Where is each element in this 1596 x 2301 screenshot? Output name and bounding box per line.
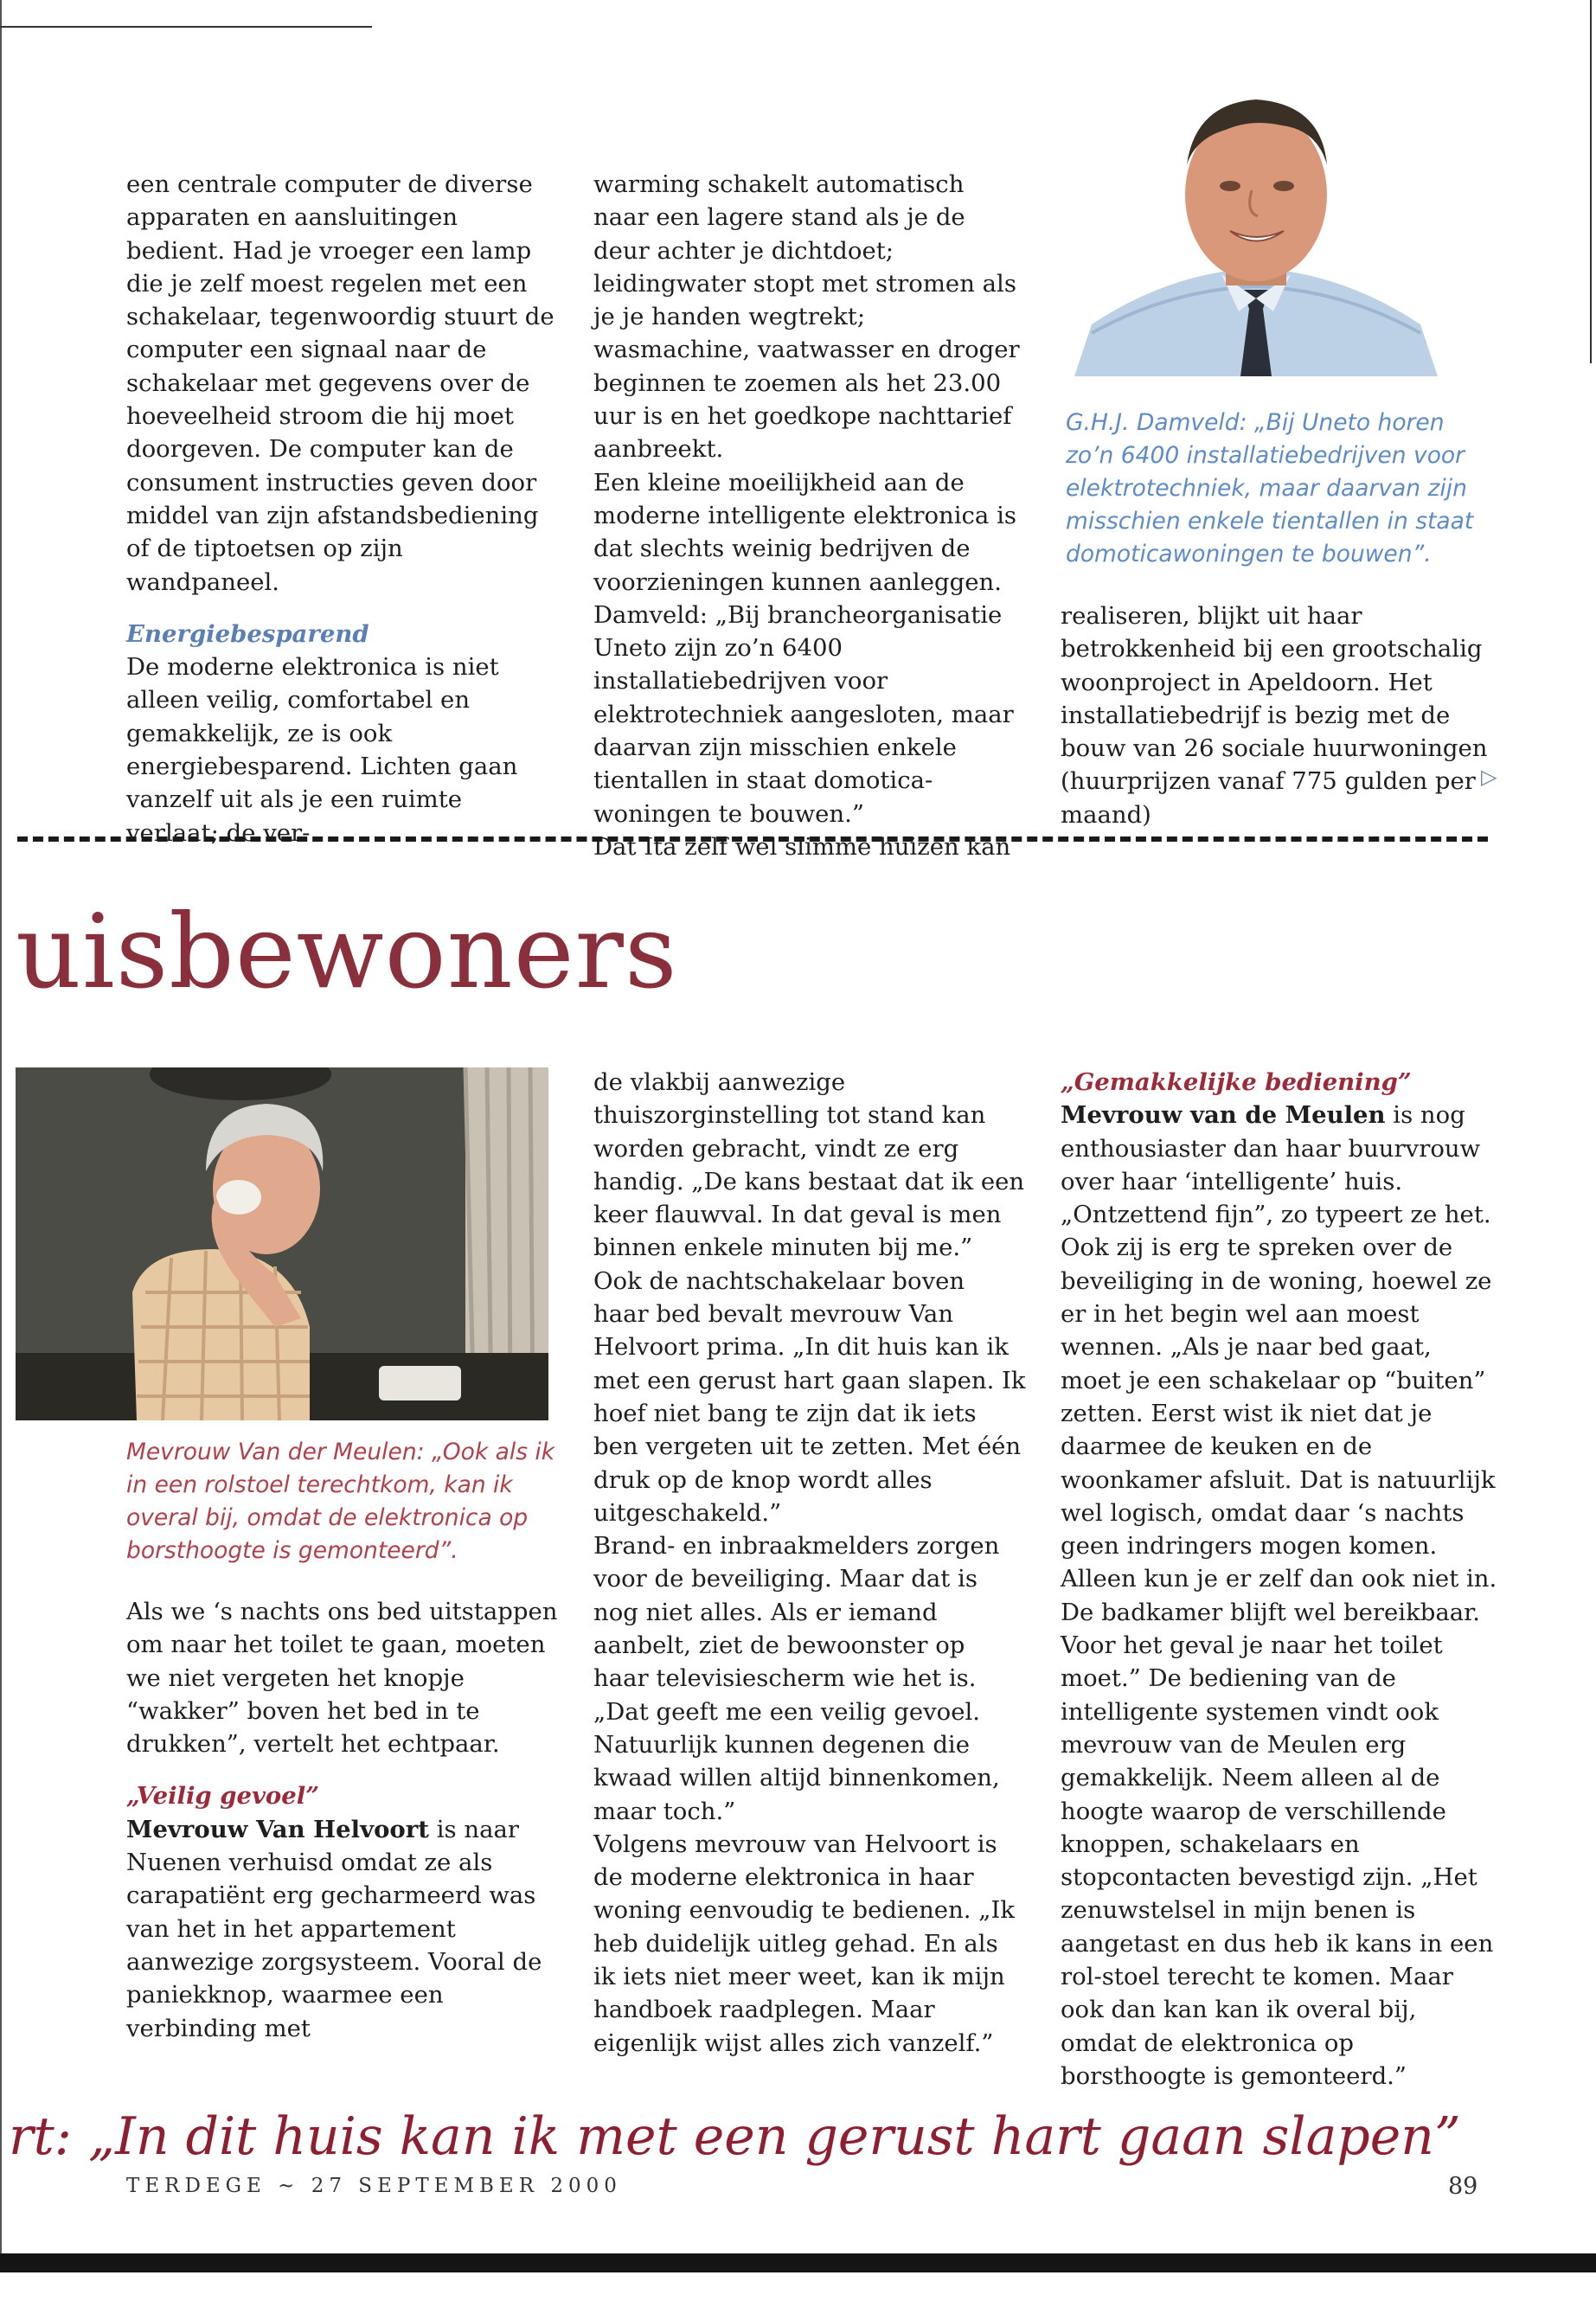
right-margin-rule (1590, 0, 1592, 363)
section-title: uisbewoners (16, 892, 678, 1011)
paragraph: Dat Ita zelf wel slimme huizen kan (593, 832, 1011, 861)
page-number: 89 (1448, 2173, 1478, 2200)
photo-caption: Mevrouw Van der Meulen: „Ook als ik in een rolstoel terechtkom, kan ik overal bij, omdat de elektronica op borsthoogte is gemonteerd”. (126, 1439, 555, 1564)
paragraph: Ook de nachtschakelaar boven haar bed bevalt mevrouw Van Helvoort prima. „In dit huis kan ik met een gerust hart gaan slapen. Ik hoef niet bang te zijn dat ik iets ben vergeten uit te zetten. Met één druk op de knop wordt alles uitgeschakeld.” (593, 1266, 1026, 1527)
subheading-gemakkelijke-bediening: „Gemakkelijke bediening” (1061, 1068, 1412, 1096)
upper-column-3 (1061, 599, 1493, 831)
top-rule (0, 26, 372, 28)
lower-column-3 (1061, 1066, 1497, 2093)
bottom-bar (0, 2253, 1596, 2272)
upper-column-1 (126, 168, 559, 849)
paragraph (126, 1813, 559, 2045)
paragraph (1061, 1099, 1497, 2093)
paragraph: Een kleine moeilijkheid aan de moderne intelligente elektronica is dat slechts weinig bedrijven de voorzieningen kunnen aanleggen. Damveld: „Bij brancheorganisatie Uneto zijn zo’n 6400 installatiebedrijven voor elektrotechniek aangesloten, maar daarvan zijn misschien enkele tientallen in staat domotica-woningen te bouwen.” (593, 468, 1016, 828)
paragraph: Volgens mevrouw van Helvoort is de moderne elektronica in haar woning eenvoudig te bedienen. „Ik heb duidelijk uitleg gehad. En als ik iets niet meer weet, kan ik mijn handboek raadplegen. Maar eigenlijk wijst alles zich vanzelf.” (593, 1830, 1016, 2057)
lower-column-2 (593, 1066, 1026, 2060)
lower-column-1 (126, 1595, 559, 2045)
portrait-caption: G.H.J. Damveld: „Bij Uneto horen zo’n 6400 installatiebedrijven voor elektrotechniek, maar daarvan zijn misschien enkele tientallen in staat domoticawoningen te bouwen”. (1066, 409, 1474, 567)
paragraph: een centrale computer de diverse apparaten en aansluitingen bedient. Had je vroeger een lamp die je zelf moest regelen met een schakelaar, tegenwoordig stuurt de computer een signaal naar de schakelaar met gegevens over de hoeveelheid stroom die hij moet doorgeven. De computer kan de consument instructies geven door middel van zijn afstandsbediening of de tiptoetsen op zijn wandpaneel. (126, 170, 554, 596)
paragraph: de vlakbij aanwezige thuiszorginstelling tot stand kan worden gebracht, vindt ze erg handig. „De kans bestaat dat ik een keer flauwval. In dat geval is men binnen enkele minuten bij me.” (593, 1068, 1025, 1262)
veilig-name: Mevrouw Van Helvoort (126, 1815, 429, 1843)
continue-arrow-icon: ▷ (1481, 765, 1497, 789)
paragraph: warming schakelt automatisch naar een lagere stand als je de deur achter je dichtdoet; leidingwater stopt met stromen als je je handen wegtrekt; wasmachine, vaatwasser en droger beginnen te zoemen als het 23.00 uur is en het goedkope nachttarief aanbreekt. (593, 170, 1020, 464)
left-margin-rule (0, 0, 2, 2258)
woman-phone-illustration (16, 1067, 548, 1420)
footer-magazine-date: TERDEGE ~ 27 SEPTEMBER 2000 (126, 2175, 622, 2197)
portrait-photo (1066, 82, 1446, 376)
paragraph: Als we ‘s nachts ons bed uitstappen om naar het toilet te gaan, moeten we niet vergeten het knopje “wakker” boven het bed in te drukken”, vertelt het echtpaar. (126, 1598, 558, 1759)
dashed-divider (17, 836, 1488, 842)
subheading-energiebesparend: Energiebesparend (126, 619, 369, 648)
upper-column-2 (593, 168, 1026, 863)
woman-phone-photo (16, 1067, 548, 1420)
paragraph: De moderne elektronica is niet alleen veilig, comfortabel en gemakkelijk, ze is ook energiebesparend. Lichten gaan vanzelf uit als je een ruimte verlaat; de ver- (126, 653, 518, 847)
pull-quote: rt: „In dit huis kan ik met een gerust hart gaan slapen” (9, 2106, 1461, 2167)
subheading-veilig-gevoel: „Veilig gevoel” (126, 1782, 320, 1811)
gemak-text: is nog enthousiaster dan haar buurvrouw over haar ‘intelligente’ huis. „Ontzettend fijn”, zo typeert ze het. Ook zij is erg te spreken over de beveiliging in de woning, hoewel ze er in het begin wel aan moest wennen. „Als je naar bed gaat, moet je een schakelaar op “buiten” zetten. Eerst wist ik niet dat je daarmee de keuken en de woonkamer afsluit. Dat is natuurlijk wel logisch, omdat daar ‘s nachts geen indringers mogen komen. Alleen kun je er zelf dan ook niet in. De badkamer blijft wel bereikbaar. Voor het geval je naar het toilet moet.” De bediening van de intelligente systemen vindt ook mevrouw van de Meulen erg gemakkelijk. Neem alleen al de hoogte waarop de verschillende knoppen, schakelaars en stopcontacten bevestigd zijn. „Het zenuwstelsel in mijn benen is aangetast en dus heb ik kans in een rol-stoel terecht te komen. Maar ook dan kan kan ik overal bij, omdat de elektronica op borsthoogte is gemonteerd.” (1061, 1101, 1497, 2090)
paragraph: realiseren, blijkt uit haar betrokkenheid bij een grootschalig woonproject in Apeldoorn. Het installatiebedrijf is bezig met de bouw van 26 sociale huurwoningen (huurprijzen vanaf 775 gulden per maand) (1061, 602, 1488, 829)
gemak-name: Mevrouw van de Meulen (1061, 1101, 1386, 1130)
paragraph: Brand- en inbraakmelders zorgen voor de beveiliging. Maar dat is nog niet alles. Als er iemand aanbelt, ziet de bewoonster op haar televisiescherm wie het is. „Dat geeft me een veilig gevoel. Natuurlijk kunnen degenen die kwaad willen altijd binnenkomen, maar toch.” (593, 1532, 1000, 1825)
portrait-illustration (1066, 82, 1446, 376)
veilig-text: is naar Nuenen verhuisd omdat ze als carapatiënt erg gecharmeerd was van het in het appartement aanwezige zorgsysteem. Vooral de paniekknop, waarmee een verbinding met (126, 1815, 542, 2042)
